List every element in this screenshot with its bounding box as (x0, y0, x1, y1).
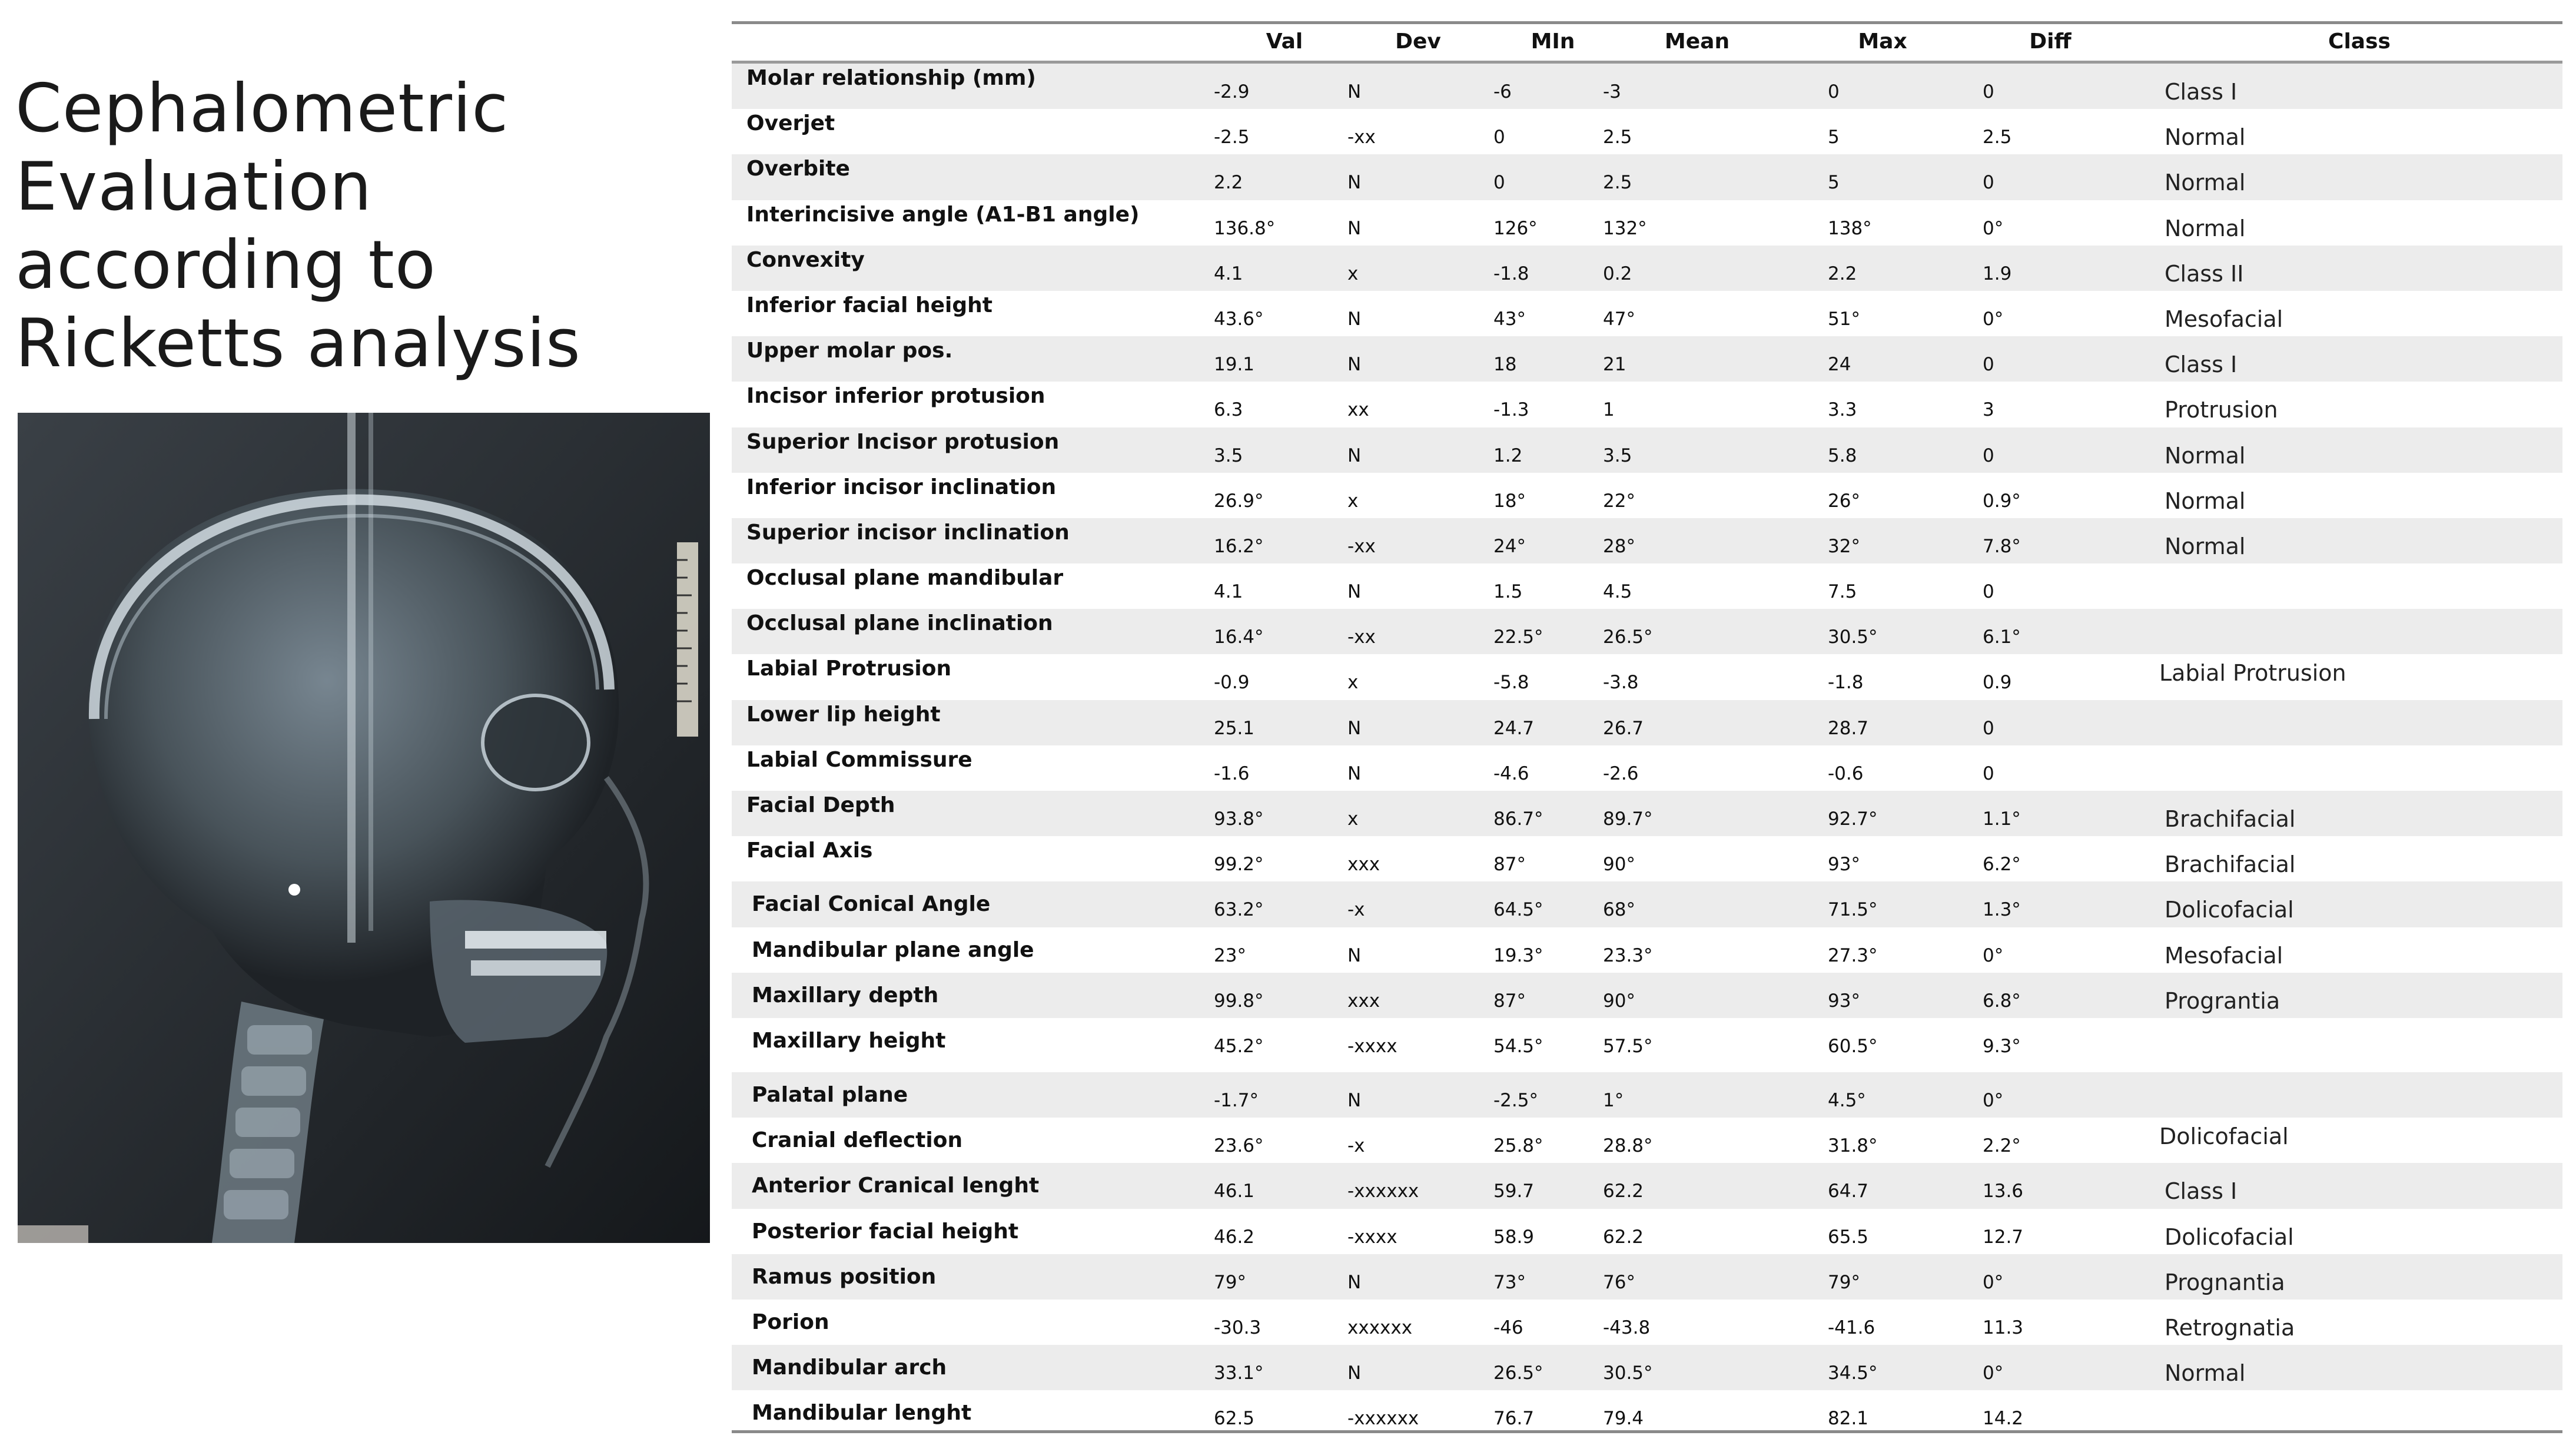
row-min: 1.5 (1493, 581, 1523, 603)
row-max: 51° (1828, 308, 1860, 330)
row-name: Superior incisor inclination (746, 520, 1070, 545)
row-val: -30.3 (1214, 1317, 1262, 1338)
row-dev: xxx (1347, 854, 1380, 876)
row-min: 126° (1493, 217, 1538, 239)
row-name: Mandibular lenght (752, 1401, 972, 1426)
table-row (732, 745, 2562, 791)
row-mean: 26.7 (1603, 717, 1644, 739)
row-val: 62.5 (1214, 1408, 1255, 1430)
row-class: Dolicofacial (2165, 897, 2294, 923)
row-dev: -xx (1347, 626, 1376, 648)
row-min: 25.8° (1493, 1135, 1543, 1157)
row-max: 2.2 (1828, 263, 1857, 284)
row-val: 4.1 (1214, 581, 1243, 603)
row-diff: 6.1° (1983, 626, 2021, 648)
row-max: 34.5° (1828, 1363, 1878, 1384)
row-dev: xx (1347, 399, 1369, 421)
row-mean: 28° (1603, 535, 1635, 557)
row-max: 4.5° (1828, 1089, 1866, 1111)
row-mean: 57.5° (1603, 1035, 1653, 1057)
row-val: 136.8° (1214, 217, 1276, 239)
row-dev: N (1347, 81, 1362, 102)
row-min: 43° (1493, 308, 1526, 330)
row-name: Molar relationship (mm) (746, 66, 1036, 90)
row-min: -4.6 (1493, 763, 1529, 784)
title-line: Cephalometric (15, 69, 509, 147)
table-row (732, 1209, 2562, 1254)
row-name: Lower lip height (746, 702, 941, 727)
title-line: according to (15, 226, 436, 304)
row-mean: 62.2 (1603, 1181, 1644, 1202)
row-dev: N (1347, 354, 1362, 376)
row-name: Cranial deflection (752, 1128, 963, 1153)
xray-skull-image (18, 413, 710, 1243)
row-max: 0 (1828, 81, 1840, 102)
row-diff: 0° (1983, 308, 2004, 330)
row-val: -2.5 (1214, 127, 1250, 148)
row-mean: 132° (1603, 217, 1647, 239)
row-class: Normal (2165, 488, 2246, 514)
table-row (732, 246, 2562, 291)
row-name: Mandibular plane angle (752, 937, 1034, 962)
row-val: -2.9 (1214, 81, 1250, 102)
row-name: Labial Protrusion (746, 657, 952, 681)
row-dev: x (1347, 672, 1359, 694)
row-min: 19.3° (1493, 944, 1543, 966)
row-class: Brachifacial (2165, 806, 2296, 832)
row-name: Inferior facial height (746, 293, 993, 317)
row-min: 54.5° (1493, 1035, 1543, 1057)
table-row (732, 382, 2562, 427)
row-max: 32° (1828, 535, 1860, 557)
header-mean: Mean (1664, 29, 1730, 54)
header-diff: Diff (2029, 29, 2072, 54)
row-mean: -2.6 (1603, 763, 1639, 784)
row-dev: -xx (1347, 535, 1376, 557)
row-val: -1.7° (1214, 1089, 1259, 1111)
row-dev: -x (1347, 1135, 1365, 1157)
row-val: 46.2 (1214, 1226, 1255, 1248)
row-min: 64.5° (1493, 899, 1543, 921)
row-max: 26° (1828, 490, 1860, 512)
row-max: 60.5° (1828, 1035, 1878, 1057)
table-row (732, 1345, 2562, 1390)
row-class: Normal (2165, 124, 2246, 151)
table-row (732, 1254, 2562, 1300)
row-min: 26.5° (1493, 1363, 1543, 1384)
table-row (732, 200, 2562, 246)
row-val: 23° (1214, 944, 1246, 966)
row-mean: 0.2 (1603, 263, 1632, 284)
row-min: 0 (1493, 172, 1505, 194)
row-dev: N (1347, 308, 1362, 330)
row-name: Overjet (746, 111, 835, 136)
row-min: 24° (1493, 535, 1526, 557)
row-diff: 0 (1983, 717, 1994, 739)
row-diff: 7.8° (1983, 535, 2021, 557)
row-name: Overbite (746, 157, 850, 181)
row-min: -5.8 (1493, 672, 1529, 694)
row-name: Anterior Cranical lenght (752, 1174, 1040, 1198)
header-class: Class (2328, 29, 2391, 54)
header-min: MIn (1531, 29, 1575, 54)
row-diff: 12.7 (1983, 1226, 2024, 1248)
row-name: Labial Commissure (746, 747, 972, 772)
row-min: 0 (1493, 127, 1505, 148)
row-name: Superior Incisor protusion (746, 429, 1060, 454)
row-val: -1.6 (1214, 763, 1250, 784)
row-val: 23.6° (1214, 1135, 1264, 1157)
row-min: 24.7 (1493, 717, 1535, 739)
row-diff: 0 (1983, 581, 1994, 603)
row-max: 31.8° (1828, 1135, 1878, 1157)
row-val: 4.1 (1214, 263, 1243, 284)
row-val: 3.5 (1214, 445, 1243, 466)
xray-skull-icon (18, 413, 710, 1243)
row-val: 63.2° (1214, 899, 1264, 921)
row-max: 82.1 (1828, 1408, 1869, 1430)
row-diff: 0 (1983, 445, 1994, 466)
row-min: -6 (1493, 81, 1512, 102)
row-val: 43.6° (1214, 308, 1264, 330)
row-dev: N (1347, 445, 1362, 466)
table-top-rule (732, 21, 2562, 24)
table-row (732, 700, 2562, 745)
table-row (732, 336, 2562, 382)
row-max: 5 (1828, 172, 1840, 194)
row-min: 86.7° (1493, 808, 1543, 830)
row-class: Normal (2165, 170, 2246, 196)
row-diff: 13.6 (1983, 1181, 2024, 1202)
row-dev: -xxxx (1347, 1035, 1397, 1057)
row-name: Palatal plane (752, 1082, 908, 1107)
row-val: 46.1 (1214, 1181, 1255, 1202)
row-name: Porion (752, 1310, 829, 1334)
row-class: Labial Protrusion (2159, 660, 2346, 687)
row-mean: -43.8 (1603, 1317, 1651, 1338)
row-val: 26.9° (1214, 490, 1264, 512)
row-mean: 3.5 (1603, 445, 1632, 466)
row-name: Maxillary depth (752, 983, 939, 1007)
row-max: 64.7 (1828, 1181, 1869, 1202)
row-max: -0.6 (1828, 763, 1864, 784)
row-val: 79° (1214, 1271, 1246, 1293)
row-class: Class II (2165, 260, 2244, 287)
row-class: Dolicofacial (2165, 1224, 2294, 1250)
row-max: -41.6 (1828, 1317, 1875, 1338)
row-diff: 0° (1983, 944, 2004, 966)
row-dev: -xxxxxx (1347, 1181, 1419, 1202)
row-mean: 76° (1603, 1271, 1635, 1293)
row-min: 76.7 (1493, 1408, 1535, 1430)
row-max: 138° (1828, 217, 1872, 239)
table-row (732, 973, 2562, 1018)
row-max: 7.5 (1828, 581, 1857, 603)
row-val: 93.8° (1214, 808, 1264, 830)
row-dev: N (1347, 717, 1362, 739)
table-row (732, 881, 2562, 927)
row-diff: 1.9 (1983, 263, 2012, 284)
row-class: Class I (2165, 352, 2238, 378)
row-val: 19.1 (1214, 354, 1255, 376)
row-class: Protrusion (2165, 397, 2278, 423)
row-max: 93° (1828, 854, 1860, 876)
table-row (732, 154, 2562, 200)
table-row (732, 427, 2562, 473)
table-body (732, 64, 2562, 1436)
row-diff: 0° (1983, 1271, 2004, 1293)
row-diff: 0 (1983, 763, 1994, 784)
row-mean: 23.3° (1603, 944, 1653, 966)
row-diff: 0 (1983, 354, 1994, 376)
row-diff: 2.5 (1983, 127, 2012, 148)
row-class: Class I (2165, 79, 2238, 105)
row-diff: 0.9 (1983, 672, 2012, 694)
table-row (732, 836, 2562, 881)
row-mean: 68° (1603, 899, 1635, 921)
row-class: Brachifacial (2165, 851, 2296, 878)
row-name: Incisor inferior protusion (746, 384, 1045, 409)
table-row (732, 109, 2562, 154)
row-diff: 3 (1983, 399, 1994, 421)
header-val: Val (1266, 29, 1303, 54)
row-diff: 6.2° (1983, 854, 2021, 876)
row-val: 16.2° (1214, 535, 1264, 557)
row-dev: N (1347, 1363, 1362, 1384)
row-dev: xxx (1347, 990, 1380, 1012)
row-mean: 90° (1603, 854, 1635, 876)
row-min: -46 (1493, 1317, 1523, 1338)
row-mean: 62.2 (1603, 1226, 1644, 1248)
row-mean: 30.5° (1603, 1363, 1653, 1384)
table-row (732, 1390, 2562, 1436)
table-row (732, 1300, 2562, 1345)
table-row (732, 64, 2562, 109)
row-class: Normal (2165, 533, 2246, 559)
row-dev: x (1347, 490, 1359, 512)
row-class: Mesofacial (2165, 306, 2283, 332)
row-class: Dolicofacial (2159, 1123, 2289, 1150)
row-dev: N (1347, 763, 1362, 784)
row-max: 24 (1828, 354, 1851, 376)
row-max: 79° (1828, 1271, 1860, 1293)
table-row (732, 927, 2562, 973)
table-row (732, 1072, 2562, 1118)
row-diff: 2.2° (1983, 1135, 2021, 1157)
row-max: 71.5° (1828, 899, 1878, 921)
row-max: -1.8 (1828, 672, 1864, 694)
row-dev: -xxxxxx (1347, 1408, 1419, 1430)
row-min: -1.3 (1493, 399, 1529, 421)
row-min: 1.2 (1493, 445, 1523, 466)
row-max: 5 (1828, 127, 1840, 148)
row-dev: -x (1347, 899, 1365, 921)
row-val: -0.9 (1214, 672, 1250, 694)
row-name: Convexity (746, 247, 865, 272)
row-diff: 1.3° (1983, 899, 2021, 921)
row-name: Facial Depth (746, 793, 895, 817)
row-diff: 1.1° (1983, 808, 2021, 830)
row-min: 58.9 (1493, 1226, 1535, 1248)
row-dev: x (1347, 808, 1359, 830)
page-title (15, 69, 710, 383)
row-name: Occlusal plane mandibular (746, 566, 1064, 591)
row-class: Prograntia (2165, 987, 2280, 1014)
row-val: 2.2 (1214, 172, 1243, 194)
row-name: Facial Conical Angle (752, 892, 991, 917)
row-mean: 47° (1603, 308, 1635, 330)
row-class: Normal (2165, 215, 2246, 241)
row-max: 27.3° (1828, 944, 1878, 966)
table-row (732, 654, 2562, 700)
row-diff: 9.3° (1983, 1035, 2021, 1057)
row-name: Maxillary height (752, 1028, 946, 1053)
row-diff: 0° (1983, 217, 2004, 239)
row-class: Normal (2165, 442, 2246, 469)
row-max: 65.5 (1828, 1226, 1869, 1248)
table-row (732, 1118, 2562, 1163)
row-min: -2.5° (1493, 1089, 1538, 1111)
table-row (732, 1018, 2562, 1072)
row-mean: 1 (1603, 399, 1615, 421)
row-name: Facial Axis (746, 838, 873, 863)
row-min: 87° (1493, 990, 1526, 1012)
row-mean: 90° (1603, 990, 1635, 1012)
row-val: 25.1 (1214, 717, 1255, 739)
row-dev: N (1347, 217, 1362, 239)
table-row (732, 518, 2562, 563)
row-diff: 0° (1983, 1363, 2004, 1384)
row-max: 93° (1828, 990, 1860, 1012)
row-mean: 26.5° (1603, 626, 1653, 648)
table-row (732, 1163, 2562, 1208)
row-min: 59.7 (1493, 1181, 1535, 1202)
row-class: Mesofacial (2165, 942, 2283, 969)
table-bottom-rule (732, 1430, 2562, 1433)
table-row (732, 609, 2562, 654)
header-max: Max (1858, 29, 1907, 54)
row-val: 33.1° (1214, 1363, 1264, 1384)
row-val: 45.2° (1214, 1035, 1264, 1057)
row-class: Retrognatia (2165, 1314, 2295, 1341)
row-dev: N (1347, 944, 1362, 966)
row-name: Inferior incisor inclination (746, 475, 1057, 499)
row-diff: 6.8° (1983, 990, 2021, 1012)
row-name: Interincisive angle (A1-B1 angle) (746, 202, 1140, 227)
table-row (732, 291, 2562, 336)
row-diff: 14.2 (1983, 1408, 2024, 1430)
row-mean: -3 (1603, 81, 1621, 102)
table-row (732, 473, 2562, 518)
row-min: 87° (1493, 854, 1526, 876)
row-mean: 4.5 (1603, 581, 1632, 603)
row-val: 16.4° (1214, 626, 1264, 648)
row-mean: 28.8° (1603, 1135, 1653, 1157)
row-class: Prognantia (2165, 1269, 2285, 1295)
row-diff: 0 (1983, 81, 1994, 102)
row-mean: 79.4 (1603, 1408, 1644, 1430)
row-max: 3.3 (1828, 399, 1857, 421)
row-val: 6.3 (1214, 399, 1243, 421)
header-dev: Dev (1395, 29, 1441, 54)
row-max: 30.5° (1828, 626, 1878, 648)
row-max: 92.7° (1828, 808, 1878, 830)
row-name: Upper molar pos. (746, 339, 953, 363)
row-name: Ramus position (752, 1264, 937, 1289)
row-dev: -xxxx (1347, 1226, 1397, 1248)
row-name: Posterior facial height (752, 1219, 1019, 1244)
row-dev: xxxxxx (1347, 1317, 1413, 1338)
row-diff: 11.3 (1983, 1317, 2024, 1338)
row-val: 99.2° (1214, 854, 1264, 876)
row-mean: 1° (1603, 1089, 1624, 1111)
title-line: Ricketts analysis (15, 304, 581, 382)
row-name: Mandibular arch (752, 1355, 947, 1380)
table-row (732, 563, 2562, 609)
table-row (732, 791, 2562, 836)
row-diff: 0 (1983, 172, 1994, 194)
row-name: Occlusal plane inclination (746, 611, 1053, 636)
row-class: Normal (2165, 1360, 2246, 1387)
row-dev: N (1347, 581, 1362, 603)
title-line: Evaluation (15, 148, 373, 226)
row-class: Class I (2165, 1178, 2238, 1205)
row-min: 18° (1493, 490, 1526, 512)
row-dev: -xx (1347, 127, 1376, 148)
row-min: 18 (1493, 354, 1517, 376)
row-val: 99.8° (1214, 990, 1264, 1012)
row-dev: N (1347, 172, 1362, 194)
row-min: -1.8 (1493, 263, 1529, 284)
row-max: 28.7 (1828, 717, 1869, 739)
row-min: 22.5° (1493, 626, 1543, 648)
row-max: 5.8 (1828, 445, 1857, 466)
row-min: 73° (1493, 1271, 1526, 1293)
row-mean: 2.5 (1603, 127, 1632, 148)
row-mean: 22° (1603, 490, 1635, 512)
row-mean: 89.7° (1603, 808, 1653, 830)
row-mean: -3.8 (1603, 672, 1639, 694)
row-dev: N (1347, 1089, 1362, 1111)
row-mean: 21 (1603, 354, 1626, 376)
row-dev: N (1347, 1271, 1362, 1293)
row-dev: x (1347, 263, 1359, 284)
row-mean: 2.5 (1603, 172, 1632, 194)
row-diff: 0.9° (1983, 490, 2021, 512)
row-diff: 0° (1983, 1089, 2004, 1111)
